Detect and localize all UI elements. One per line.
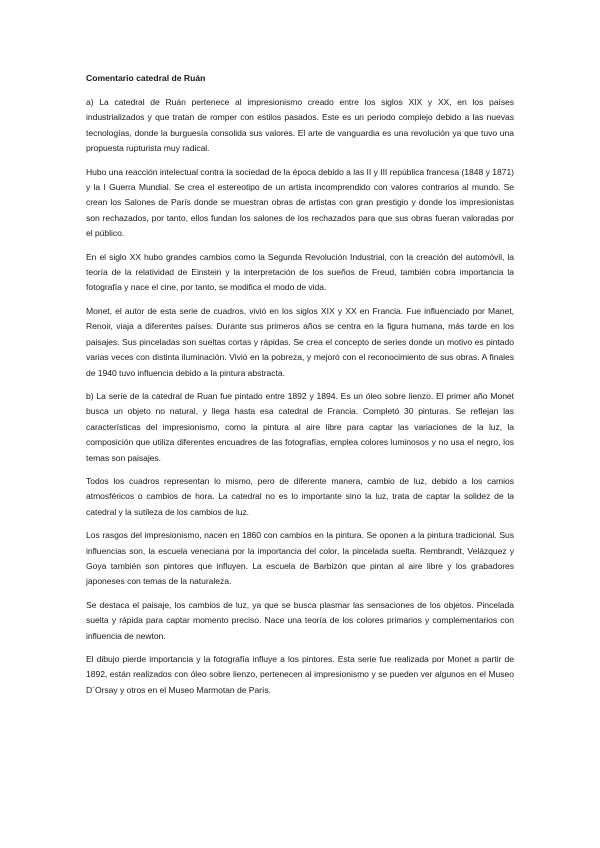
document-page — [86, 72, 514, 706]
paragraph-series: b) La serie de la catedral de Ruan fue pintado entre 1892 y 1894. Es un óleo sobre lienzo. El primer año Monet busca un objeto no natural, y llega hasta esa catedral de Francia. Completó 30 pinturas. Se reflejan las características del impresionismo, como la pintura al aire libre para captar las variaciones de la luz, la composición que utiliza diferentes encuadres de las fotografías, emplea colores luminosos y no usa el negro, los temas son paisajes. — [86, 390, 514, 463]
paragraph-monet: Monet, el autor de esta serie de cuadros, vivió en los siglos XIX y XX en Francia. Fue influenciado por Manet, Renoir, viaja a diferentes países. Durante sus primeros años se centra en la figura humana, más tarde en los paisajes. Sus pinceladas son sueltas cortas y rápidas. Se crea el concepto de series donde un motivo es pintado varias veces con distinta iluminación. Vivió en la pobreza, y mejoró con el reconocimiento de sus obras. A finales de 1940 tuvo influencia debido a la pintura abstracta. — [86, 305, 514, 378]
paragraph-20th-century: En el siglo XX hubo grandes cambios como la Segunda Revolución Industrial, con la creación del automóvil, la teoría de la relatividad de Einstein y la interpretación de los sueños de Freud, también cobra importancia la fotografía y nace el cine, por tanto, se modifica el modo de vida. — [86, 251, 514, 293]
paragraph-context: a) La catedral de Ruán pertenece al impresionismo creado entre los siglos XIX y XX, en los países industrializados y que tratan de romper con estilos pasados. Este es un periodo complejo debido a las nuevas tecnologías, donde la burguesía consolida sus valores. El arte de vanguardia es una revolución ya que tuvo una propuesta rupturista muy radical. — [86, 97, 514, 154]
paragraph-reaction: Hubo una reacción intelectual contra la sociedad de la época debido a las II y III república francesa (1848 y 1871) y la I Guerra Mundial. Se crea el estereotipo de un artista incomprendido con valores contrarios al mundo. Se crean los Salones de París donde se muestran obras de artistas con gran prestigio y donde los impresionistas son rechazados, por tanto, ellos fundan los salones de los rechazados para que sus obras fueran valoradas por el público. — [86, 166, 514, 239]
paragraph-traits: Los rasgos del impresionismo, nacen en 1860 con cambios en la pintura. Se oponen a la pintura tradicional. Sus influencias son, la escuela veneciana por la importancia del color, la pincelada suelta. Rembrandt, Velázquez y Goya también son pintores que influyen. La escuela de Barbizón que pintan al aire libre y los grabadores japoneses con temas de la naturaleza. — [86, 530, 514, 587]
paragraph-landscape: Se destaca el paisaje, los cambios de luz, ya que se busca plasmar las sensaciones de los objetos. Pincelada suelta y rápida para captar momento preciso. Nace una teoría de los colores primarios y complementarios con influencia de newton. — [86, 599, 514, 641]
paragraph-light: Todos los cuadros representan lo mismo, pero de diferente manera, cambio de luz, debido a los camios atmosféricos o cambios de hora. La catedral no es lo importante sino la luz, trata de captar la solidez de la catedral y la sutileza de los cambios de luz. — [86, 475, 514, 517]
paragraph-drawing: El dibujo pierde importancia y la fotografía influye a los pintores. Esta serie fue realizada por Monet a partir de 1892, están realizados con óleo sobre lienzo, pertenecen al impresionismo y se pueden ver algunos en el Museo D´Orsay y otros en el Museo Marmotan de París. — [86, 654, 514, 695]
document-title: Comentario catedral de Ruán — [86, 73, 206, 83]
